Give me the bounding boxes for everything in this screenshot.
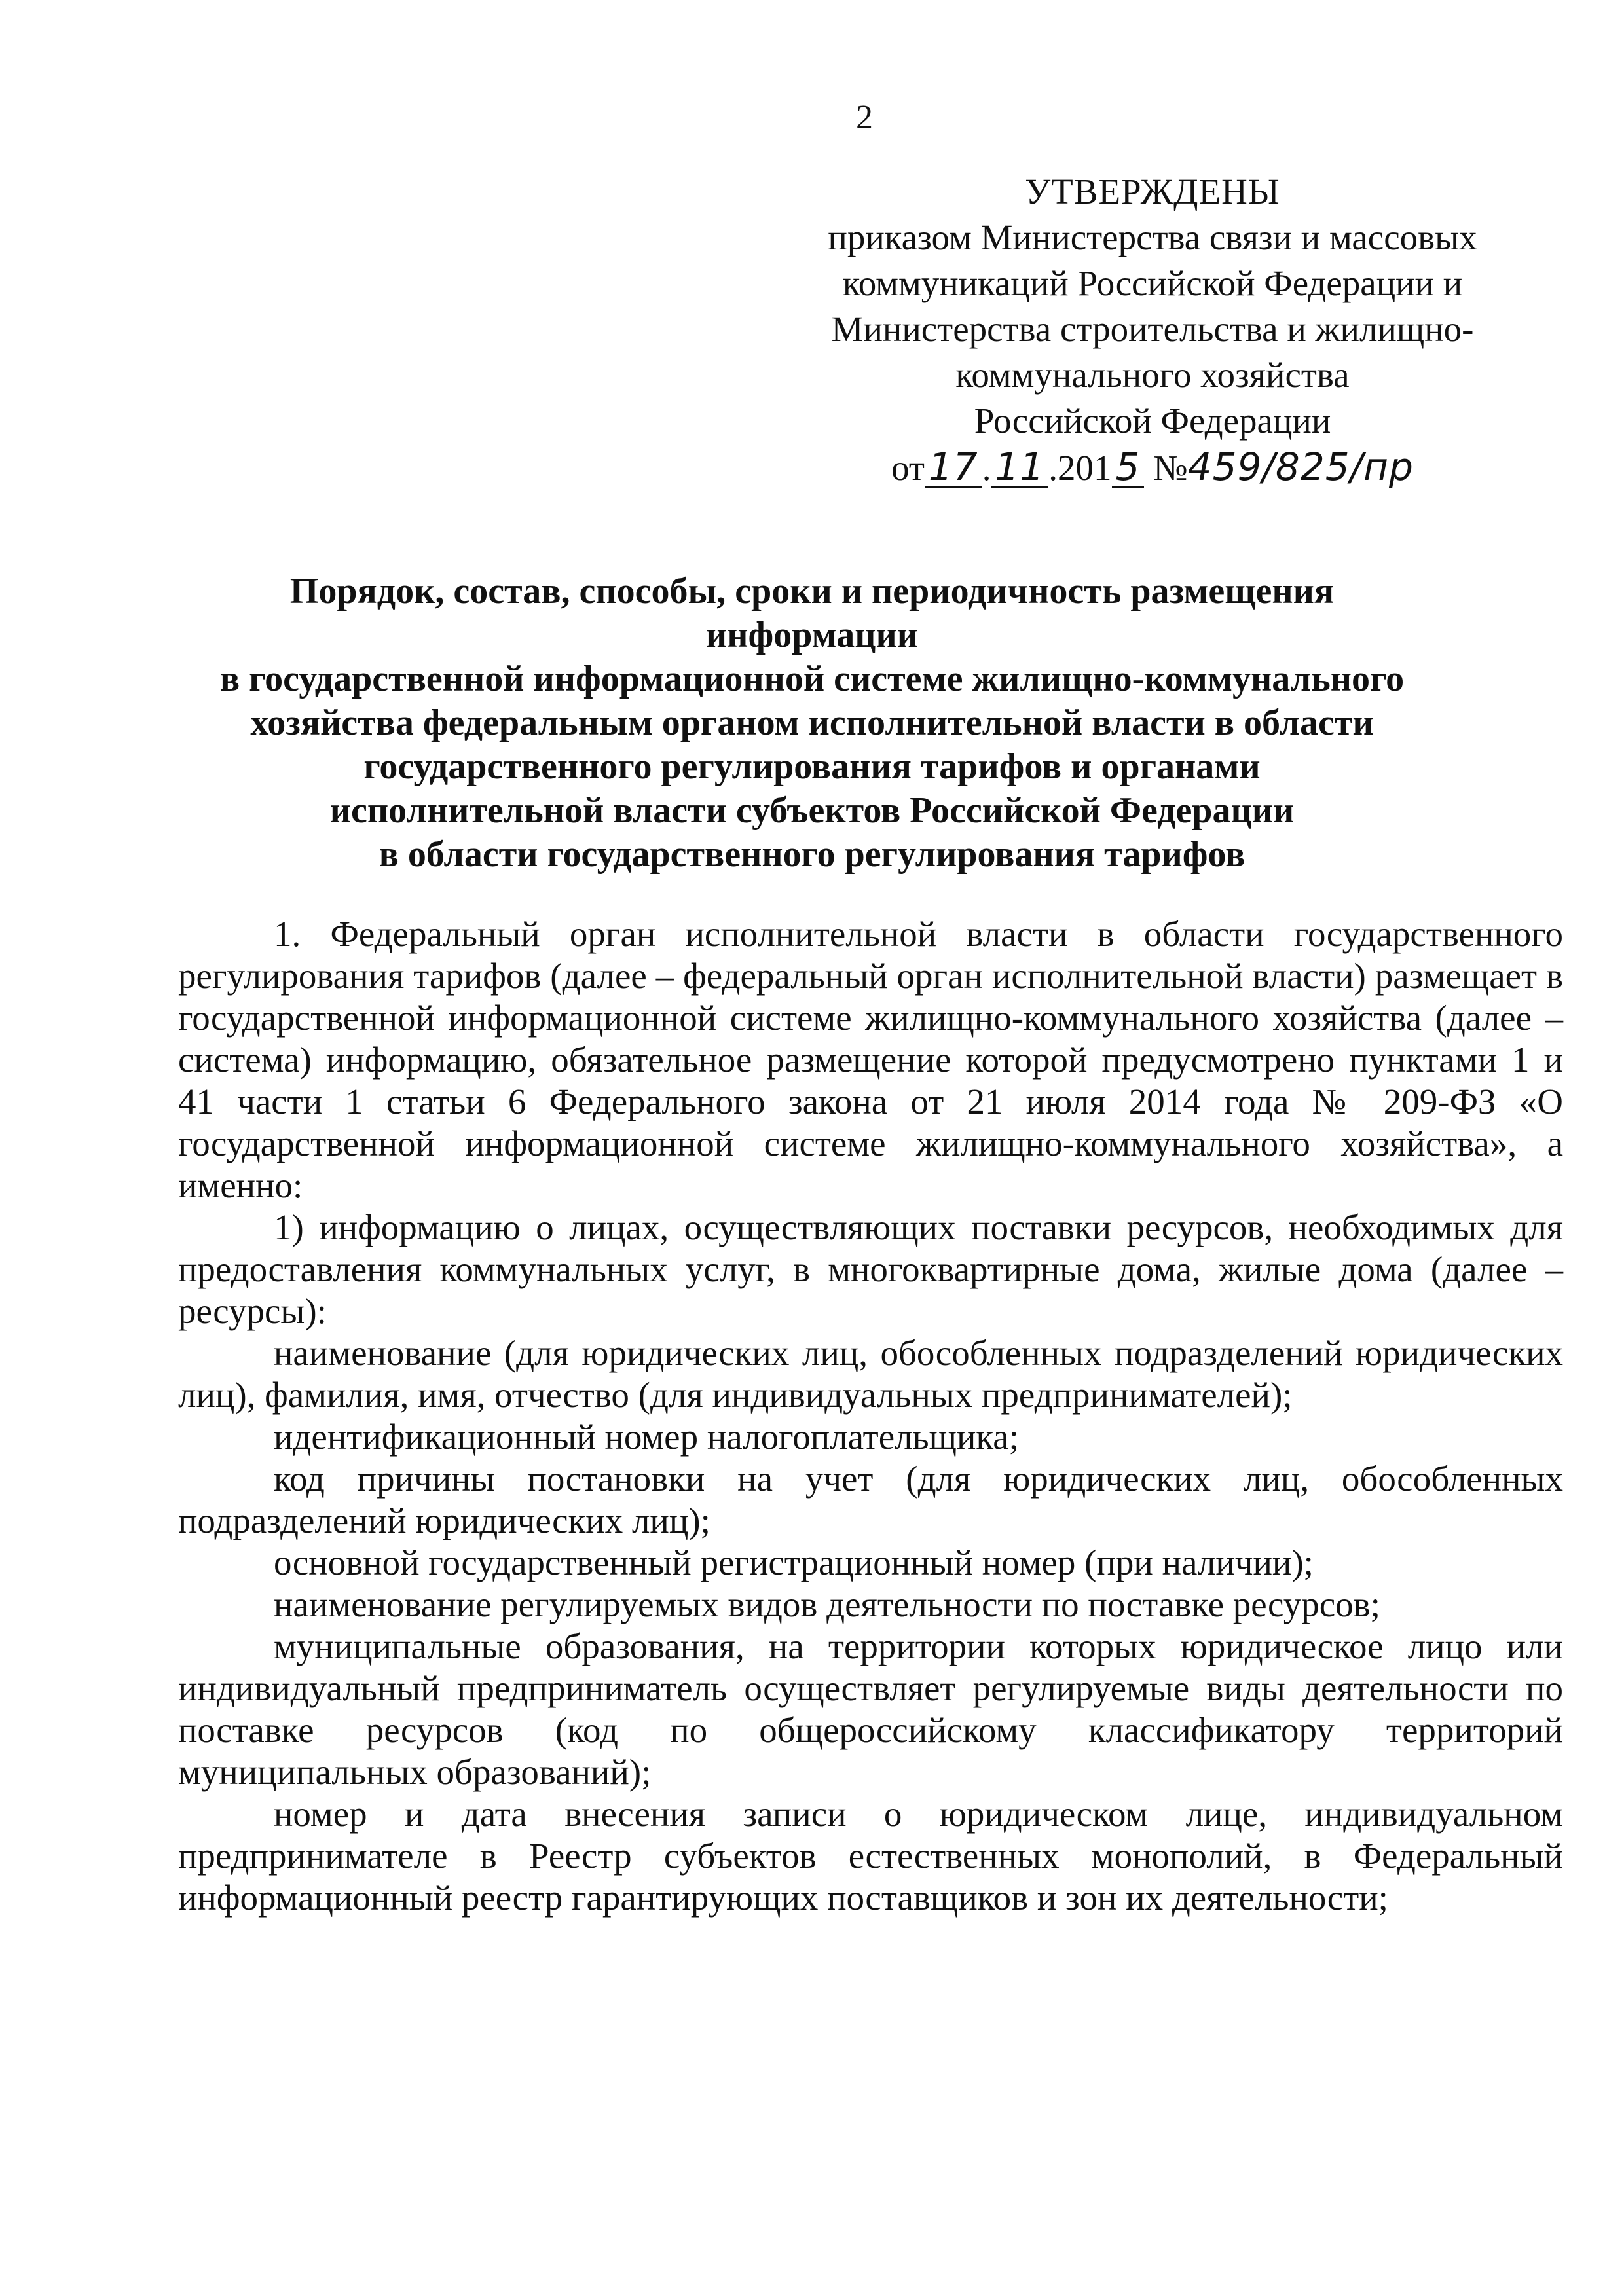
paragraph-name: наименование (для юридических лиц, обособленных подразделений юридических лиц), фамилия, имя, отчество (для индивидуальных предпринимателей); <box>178 1333 1563 1415</box>
number-sign: № <box>1153 448 1188 488</box>
paragraph-kpp: код причины постановки на учет (для юридических лиц, обособленных подразделений юридических лиц); <box>178 1459 1563 1540</box>
order-date-number-line <box>773 444 1532 504</box>
title-line: хозяйства федеральным органом исполнительной власти в области <box>250 702 1374 743</box>
document-body <box>178 913 1563 1919</box>
title-line: в государственной информационной системе жилищно-коммунального <box>219 659 1405 699</box>
paragraph-registry-record: номер и дата внесения записи о юридическом лице, индивидуальном предпринимателе в Реестр субъектов естественных монополий, в Федеральный информационный реестр гарантирующих поставщиков и зон их деятельности; <box>178 1794 1563 1918</box>
paragraph-ogrn: основной государственный регистрационный номер (при наличии); <box>274 1542 1314 1582</box>
approval-line: Российской Федерации <box>974 401 1331 441</box>
paragraph-subitem-1: 1) информацию о лицах, осуществляющих поставки ресурсов, необходимых для предоставления коммунальных услуг, в многоквартирные дома, жилые дома (далее – ресурсы): <box>178 1207 1563 1331</box>
paragraph-activity-types: наименование регулируемых видов деятельности по поставке ресурсов; <box>274 1584 1380 1624</box>
paragraph-inn: идентификационный номер налогоплательщика; <box>274 1417 1020 1457</box>
title-line: в области государственного регулирования тарифов <box>378 834 1246 875</box>
handwritten-year-digit: 5 <box>1112 448 1145 488</box>
approval-line: Министерства строительства и жилищно- <box>831 309 1474 349</box>
title-line: государственного регулирования тарифов и органами <box>363 746 1261 787</box>
approval-line: приказом Министерства связи и массовых <box>828 217 1477 257</box>
date-year-printed: .201 <box>1048 448 1112 488</box>
approval-stamp-block <box>773 169 1532 504</box>
title-line: исполнительной власти субъектов Российской Федерации <box>329 790 1295 831</box>
page-number: 2 <box>856 99 873 136</box>
paragraph-item-1: 1. Федеральный орган исполнительной власти в области государственного регулирования тарифов (далее – федеральный орган исполнительной власти) размещает в государственной информационной системе жилищно-коммунального хозяйства (далее – система) информацию, обязательное размещение которой предусмотрено пунктами 1 и 41 части 1 статьи 6 Федерального закона от 21 июля 2014 года № 209-ФЗ «О государственной информационной системе жилищно-коммунального хозяйства», а именно: <box>178 914 1563 1205</box>
approval-line: коммуникаций Российской Федерации и <box>842 263 1463 303</box>
date-prefix: от <box>891 448 925 488</box>
document-title <box>196 570 1428 877</box>
approval-line: коммунального хозяйства <box>955 355 1350 395</box>
approval-title: УТВЕРЖДЕНЫ <box>1025 172 1280 211</box>
title-line: Порядок, состав, способы, сроки и периодичность размещения информации <box>289 571 1335 655</box>
handwritten-month: 11 <box>991 448 1048 488</box>
handwritten-day: 17 <box>925 448 982 488</box>
date-separator: . <box>982 448 991 488</box>
handwritten-order-number: 459/825/пр <box>1187 445 1414 489</box>
paragraph-municipalities: муниципальные образования, на территории которых юридическое лицо или индивидуальный предприниматель осуществляет регулируемые виды деятельности по поставке ресурсов (код по общероссийскому классификатору территорий муниципальных образований); <box>178 1626 1563 1792</box>
